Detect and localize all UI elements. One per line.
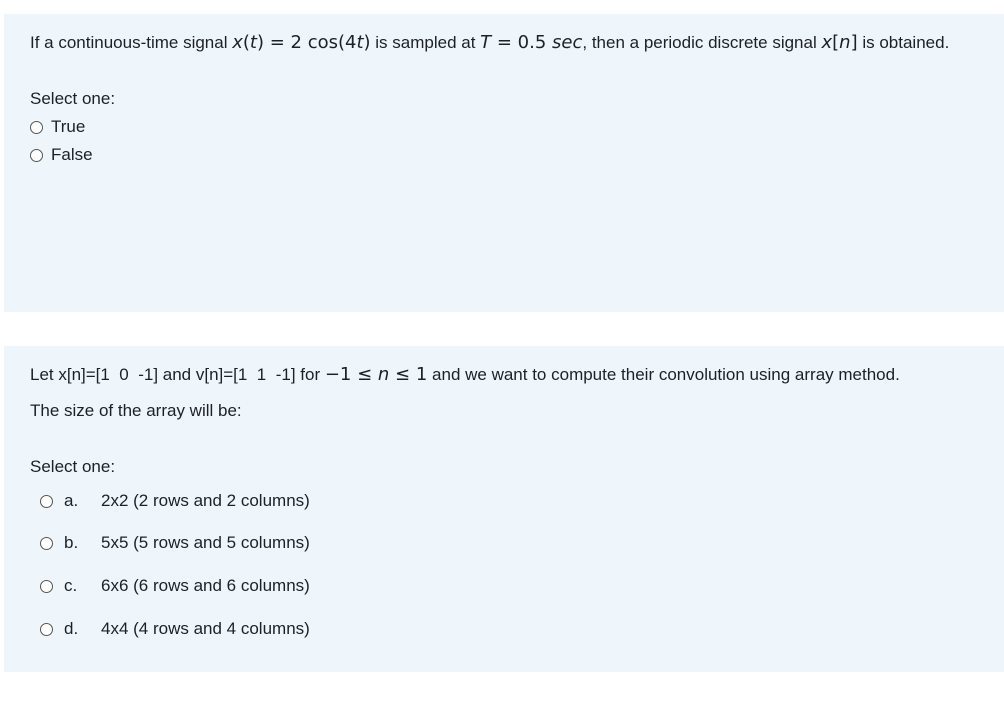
- option-b-label: 5x5 (5 rows and 5 columns): [101, 533, 310, 552]
- radio-button[interactable]: [40, 537, 53, 550]
- question-1-panel: [4, 14, 1004, 312]
- question-2-text-start: Let x[n]=[1 0 -1] and v[n]=[1 1 -1] for: [30, 365, 325, 384]
- question-1-text: [30, 32, 949, 54]
- option-false[interactable]: [30, 144, 93, 166]
- option-a-label: 2x2 (2 rows and 2 columns): [101, 491, 310, 510]
- question-1-prompt: Select one:: [30, 89, 116, 108]
- question-2-prompt: Select one:: [30, 457, 116, 476]
- question-2-text-line-2: The size of the array will be:: [30, 401, 242, 420]
- option-false-label: False: [51, 145, 93, 164]
- question-1-text-start: If a continuous-time signal: [30, 33, 233, 52]
- option-c-label: 6x6 (6 rows and 6 columns): [101, 576, 310, 595]
- option-d[interactable]: [40, 618, 310, 640]
- radio-button[interactable]: [40, 580, 53, 593]
- question-1-text-end: is obtained.: [857, 33, 950, 52]
- question-2-text-line-1: [30, 364, 900, 386]
- option-true-label: True: [51, 117, 86, 136]
- radio-button[interactable]: [40, 495, 53, 508]
- option-b-letter: b.: [64, 533, 79, 552]
- option-d-letter: d.: [64, 619, 79, 638]
- range-expression: −1 ≤ n ≤ 1: [324, 364, 428, 385]
- signal-expression: x(t) = 2 cos(4t): [232, 32, 371, 53]
- option-true[interactable]: [30, 116, 85, 138]
- question-2-text-end: and we want to compute their convolution using array method.: [427, 365, 900, 384]
- radio-button[interactable]: [40, 623, 53, 636]
- question-1-text-after: , then a periodic discrete signal: [582, 33, 822, 52]
- option-c-letter: c.: [64, 576, 78, 595]
- option-a-letter: a.: [64, 491, 79, 510]
- option-d-label: 4x4 (4 rows and 4 columns): [101, 619, 310, 638]
- radio-button[interactable]: [30, 149, 43, 162]
- sampling-expression: T = 0.5 sec: [480, 32, 583, 53]
- radio-button[interactable]: [30, 121, 43, 134]
- option-b[interactable]: [40, 532, 310, 554]
- option-a[interactable]: [40, 490, 310, 512]
- question-2-panel: [4, 346, 1004, 672]
- option-c[interactable]: [40, 575, 310, 597]
- discrete-signal-expression: x[n]: [821, 32, 858, 53]
- question-1-text-middle: is sampled at: [370, 33, 481, 52]
